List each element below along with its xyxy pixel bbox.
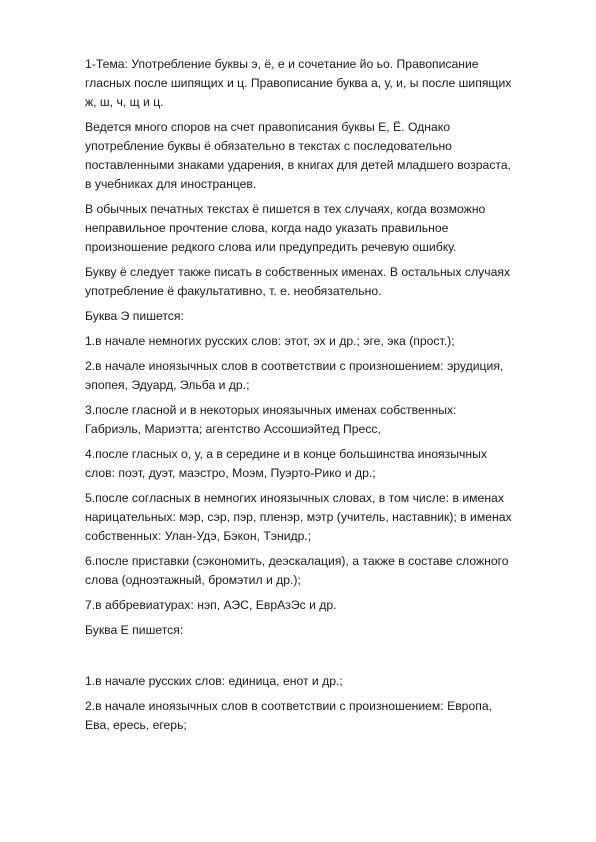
body-paragraph: В обычных печатных текстах ё пишется в тех случаях, когда возможно неправильное прочтение слова, когда надо указать правильное произношение редкого слова или предупредить речевую ошибку. bbox=[85, 202, 486, 254]
list-item: 7.в аббревиатурах: нэп, АЭС, ЕврАзЭс и др. bbox=[85, 598, 337, 612]
list-item: 1.в начале русских слов: единица, енот и др.; bbox=[85, 674, 343, 688]
list-item: 1.в начале немногих русских слов: этот, эх и др.; эге, эка (прост.); bbox=[85, 334, 455, 348]
document-body bbox=[85, 55, 515, 741]
list-item: 4.после гласных о, у, а в середине и в конце большинства иноязычных слов: поэт, дуэт, маэстро, Моэм, Пуэрто-Рико и др.; bbox=[85, 447, 487, 480]
section-heading-e-reverse: Буква Э пишется: bbox=[85, 309, 184, 323]
list-item: 2.в начале иноязычных слов в соответствии с произношением: Европа, Ева, ересь, егерь; bbox=[85, 699, 492, 732]
body-paragraph: Ведется много споров на счет правописания буквы Е, Ё. Однако употребление буквы ё обязательно в текстах с последовательно поставленными знаками ударения, в книгах для детей младшего возраста, в учебниках для иностранцев. bbox=[85, 120, 512, 191]
list-item: 5.после согласных в немногих иноязычных словах, в том числе: в именах нарицательных: мэр, сэр, пэр, пленэр, мэтр (учитель, наставник); в именах собственных: Улан-Удэ, Бэкон, Тэнидр.; bbox=[85, 491, 512, 543]
list-item: 3.после гласной и в некоторых иноязычных именах собственных: Габриэль, Мариэтта; агентство Ассошиэйтед Пресс, bbox=[85, 403, 457, 436]
body-paragraph: Букву ё следует также писать в собственных именах. В остальных случаях употребление ё факультативно, т. е. необязательно. bbox=[85, 265, 511, 298]
list-item: 2.в начале иноязычных слов в соответствии с произношением: эрудиция, эпопея, Эдуард, Эльба и др.; bbox=[85, 359, 504, 392]
topic-heading-paragraph: 1-Тема: Употребление буквы э, ё, е и сочетание йо ьо. Правописание гласных после шипящих и ц. Правописание буква а, у, и, ы после шипящих ж, ш, ч, щ и ц. bbox=[85, 57, 512, 109]
section-heading-e: Буква Е пишется: bbox=[85, 623, 184, 637]
list-item: 6.после приставки (сэкономить, деэскалация), а также в составе сложного слова (одноэтажный, бромэтил и др.); bbox=[85, 554, 509, 587]
